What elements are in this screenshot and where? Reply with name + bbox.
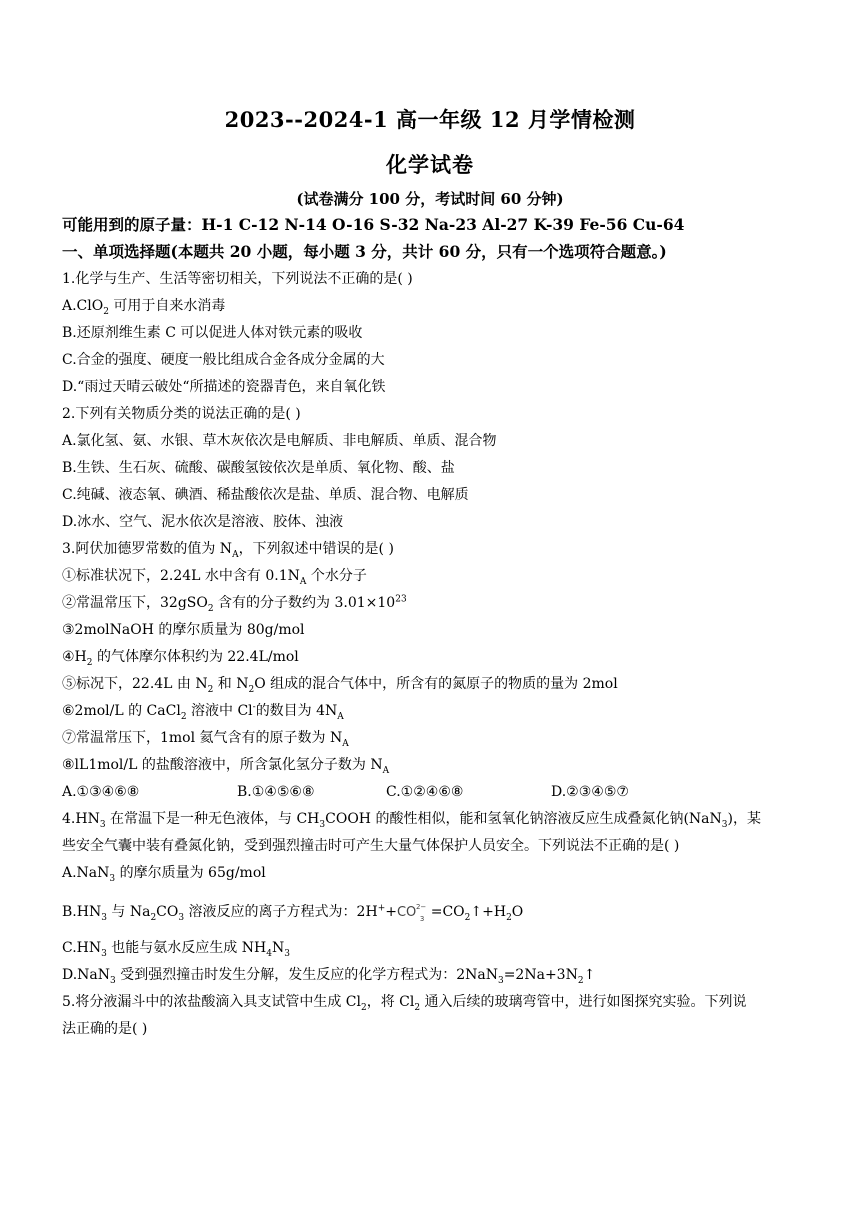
q3-option-a: A.①③④⑥⑧	[62, 784, 140, 800]
q3-option-c: C.①②④⑥⑧	[386, 784, 464, 800]
exam-note: (试卷满分 100 分，考试时间 60 分钟)	[296, 190, 564, 208]
q3-statement-3: ③2molNaOH 的摩尔质量为 80g/mol	[62, 622, 305, 638]
q3-statement-5: ⑤标况下，22.4L 由 $N_2$ 和 $N_2O$ 组成的混合气体中，所含有的氮原子的物质的量为 2mol	[62, 676, 618, 695]
carbonate-ion: CO 2− 3	[396, 903, 427, 923]
q4-stem-line2: 些安全气囊中装有叠氮化钠，受到强烈撞击时可产生大量气体保护人员安全。下列说法不正确的是( )	[62, 838, 680, 854]
subject-title: 化学试卷	[386, 152, 474, 177]
q3-option-b: B.①④⑤⑥⑧	[237, 784, 315, 800]
atomic-masses: 可能用到的原子量：H-1 C-12 N-14 O-16 S-32 Na-23 Al-27 K-39 Fe-56 Cu-64	[62, 215, 685, 234]
q2-option-b: B.生铁、生石灰、硫酸、碳酸氢铵依次是单质、氧化物、酸、盐	[62, 460, 455, 476]
q3-option-d: D.②③④⑤⑦	[551, 784, 629, 800]
q5-stem-line2: 法正确的是( )	[62, 1021, 148, 1037]
q1-option-c: C.合金的强度、硬度一般比组成合金各成分金属的大	[62, 352, 385, 368]
q1-option-a: A.ClO$_2$ 可用于自来水消毒	[62, 298, 226, 317]
section-heading: 一、单项选择题(本题共 20 小题，每小题 3 分，共计 60 分，只有一个选项符合题意。)	[62, 242, 667, 261]
q1-option-d: D.“雨过天晴云破处“所描述的瓷器青色，来自氧化铁	[62, 379, 386, 395]
q2-option-d: D.冰水、空气、泥水依次是溶液、胶体、浊液	[62, 514, 344, 530]
q3-options	[62, 782, 762, 802]
q4-option-a: A.NaN$_3$ 的摩尔质量为 65g/mol	[62, 865, 266, 884]
q5-stem-line1: 5.将分液漏斗中的浓盐酸滴入具支试管中生成 $Cl_2$，将 $Cl_2$ 通入后续的玻璃弯管中，进行如图探究实验。下列说	[62, 994, 747, 1013]
q3-statement-1: ①标准状况下，2.24L 水中含有 $0.1N_A$ 个水分子	[62, 568, 367, 587]
q3-statement-4: $④H_2$ 的气体摩尔体积约为 22.4L/mol	[62, 649, 299, 668]
q2-stem: 2.下列有关物质分类的说法正确的是( )	[62, 406, 301, 422]
q3-stem: 3.阿伏加德罗常数的值为 $N_A$，下列叙述中错误的是( )	[62, 541, 394, 560]
q3-statement-2: ②常温常压下，32gSO$_2$ 含有的分子数约为 $3.01\times 10^{23}$	[62, 594, 407, 614]
exam-title: 2023--2024-1 高一年级 12 月学情检测	[224, 107, 636, 132]
q4-stem-line1: $4.HN_3$ 在常温下是一种无色液体，与 $CH_3COOH$ 的酸性相似，能和氢氧化钠溶液反应生成叠氮化钠(NaN$_3$)，某	[62, 811, 761, 830]
q4-option-c: $C.HN_3$ 也能与氨水反应生成 $NH_4N_3$	[62, 940, 290, 959]
q2-option-c: C.纯碱、液态氧、碘酒、稀盐酸依次是盐、单质、混合物、电解质	[62, 487, 469, 503]
q2-option-a: A.氯化氢、氨、水银、草木灰依次是电解质、非电解质、单质、混合物	[62, 433, 497, 449]
q4-option-b: $B.HN_3$ 与 $Na_2CO_3$ 溶液反应的离子方程式为：2H++CO 2− 3 $=CO_2↑+H_2O$	[62, 903, 524, 923]
q1-stem: 1.化学与生产、生活等密切相关，下列说法不正确的是( )	[62, 271, 413, 287]
q3-statement-8: ⑧lL1mol/L 的盐酸溶液中，所含氯化氢分子数为 $N_A$	[62, 757, 390, 776]
q4-option-d: D.NaN$_3$ 受到强烈撞击时发生分解，发生反应的化学方程式为：$2NaN_3=2Na+3N_2↑$	[62, 967, 596, 986]
q3-statement-6: ⑥2mol/L 的 CaCl$_2$ 溶液中 Cl-的数目为 $4N_A$	[62, 702, 344, 722]
q1-option-b: B.还原剂维生素 C 可以促进人体对铁元素的吸收	[62, 325, 363, 341]
q3-statement-7: ⑦常温常压下，1mol 氦气含有的原子数为 $N_A$	[62, 730, 349, 749]
